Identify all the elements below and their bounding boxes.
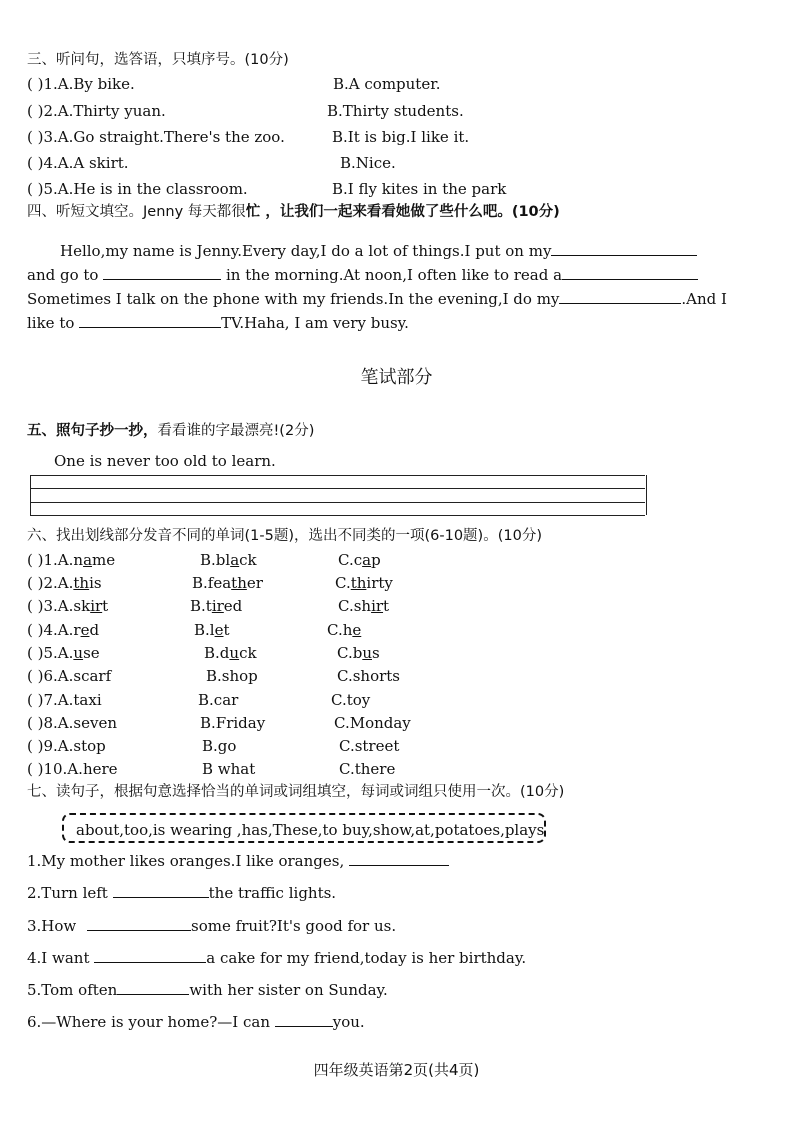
word-part: ( )4.A. [27, 621, 74, 639]
word-part: C.Monday [334, 714, 411, 732]
word-part: p [371, 551, 381, 569]
s6-option-c [335, 573, 393, 593]
word-part: d [89, 621, 100, 639]
s4-blank-2[interactable] [103, 265, 221, 280]
page-footer: 四年级英语第2页(共4页) [313, 1061, 480, 1079]
word-part: B.fea [192, 574, 232, 592]
s4-line-1-text: Hello,my name is Jenny.Every day,I do a lot of things.I put on my [60, 242, 552, 260]
underlined-part: u [73, 644, 84, 662]
word-part: irty [366, 574, 393, 592]
underlined-part: u [362, 644, 372, 662]
s3-item-4-a: ( )4.A.A skirt. [27, 154, 129, 172]
word-part: B.bl [200, 551, 231, 569]
word-part: t [102, 597, 109, 615]
s6-option-a [27, 713, 117, 733]
underlined-part: th [73, 574, 90, 592]
s3-item-1-a: ( )1.A.By bike. [27, 75, 135, 93]
s7-question-5 [27, 980, 388, 1000]
s6-option-a [27, 690, 102, 710]
s4-blank-5[interactable] [79, 313, 221, 328]
s7-q1-blank[interactable] [349, 851, 449, 866]
s6-option-b [190, 596, 242, 616]
s4-line-2-a: and go to [27, 266, 99, 284]
s7-q3-b: some fruit?It's good for us. [191, 917, 397, 935]
s5-sentence: One is never too old to learn. [54, 452, 276, 470]
s6-option-a [27, 550, 115, 570]
underlined-part: e [352, 621, 362, 639]
s6-option-a [27, 643, 100, 663]
word-part: B.go [202, 737, 237, 755]
s6-option-c [339, 759, 395, 779]
s6-option-c [338, 550, 381, 570]
word-part: ( )8.A. [27, 714, 74, 732]
underlined-part: ir [371, 597, 384, 615]
s6-option-a [27, 573, 102, 593]
word-part: B what [202, 760, 256, 778]
s6-option-a [27, 620, 99, 640]
underlined-part: ir [90, 597, 103, 615]
s4-blank-3[interactable] [562, 265, 698, 280]
s6-option-c [327, 620, 361, 640]
copy-line-3 [30, 502, 645, 503]
word-part: C.shorts [337, 667, 400, 685]
s3-item-5-b: B.I fly kites in the park [332, 180, 507, 198]
s4-line-3 [27, 289, 727, 309]
s7-question-2 [27, 883, 336, 903]
s7-question-4 [27, 948, 526, 968]
s5-title-bold: 五、照句子抄一抄， [27, 423, 158, 439]
section-7-title: 七、读句子，根据句意选择恰当的单词或词组填空，每词或词组只使用一次。(10分) [27, 784, 565, 800]
s4-line-2-b: in the morning.At noon,I often like to read a [226, 266, 563, 284]
word-part: ( )7.A. [27, 691, 74, 709]
word-part: C.c [338, 551, 363, 569]
s4-line-4 [27, 313, 409, 333]
copy-line-2 [30, 488, 645, 489]
underlined-part: u [229, 644, 240, 662]
word-part: scarf [73, 667, 112, 685]
s6-option-a [27, 759, 118, 779]
s5-title-rest: 看看谁的字最漂亮!(2分) [157, 423, 315, 439]
word-part: ed [223, 597, 243, 615]
s6-option-a [27, 736, 106, 756]
s4-blank-4[interactable] [559, 289, 681, 304]
s4-title-part-d: ，让我们一起来看看她做了些什么吧。(10分) [260, 204, 560, 220]
s7-q5-blank[interactable] [117, 980, 189, 995]
word-part: ( )1.A. [27, 551, 74, 569]
s6-option-b [206, 666, 258, 686]
section-3-title: 三、听问句，选答语，只填序号。(10分) [27, 52, 289, 68]
s7-q5-b: with her sister on Sunday. [189, 981, 388, 999]
s7-q4-blank[interactable] [94, 948, 206, 963]
s7-q6-blank[interactable] [275, 1012, 333, 1027]
s4-title-part-b: Jenny 每天都很 [143, 204, 246, 220]
underlined-part: a [362, 551, 372, 569]
s7-q2-blank[interactable] [113, 883, 209, 898]
s6-option-b [202, 759, 255, 779]
s7-q4-a: 4.I want [27, 949, 90, 967]
word-part: ck [239, 551, 257, 569]
s6-option-c [337, 643, 380, 663]
word-part: ( )3.A. [27, 597, 74, 615]
s7-q6-a: 6.—Where is your home?—I can [27, 1013, 270, 1031]
s6-option-b [192, 573, 263, 593]
s4-line-3-a: Sometimes I talk on the phone with my friends.In the evening,I do my [27, 290, 560, 308]
word-part: n [73, 551, 84, 569]
s4-line-1 [60, 241, 697, 261]
s6-option-c [338, 596, 389, 616]
s3-item-3-a: ( )3.A.Go straight.There's the zoo. [27, 128, 285, 146]
copy-line-4 [30, 515, 645, 516]
word-part: B.t [190, 597, 212, 615]
word-part: taxi [73, 691, 102, 709]
underlined-part: ir [211, 597, 224, 615]
s3-item-5-a: ( )5.A.He is in the classroom. [27, 180, 248, 198]
s7-q2-a: 2.Turn left [27, 884, 108, 902]
s4-title-part-c: 忙 [245, 204, 261, 220]
s7-q1-text: 1.My mother likes oranges.I like oranges, [27, 852, 345, 870]
section-5-title [27, 421, 314, 441]
underlined-part: e [214, 621, 224, 639]
word-part: ( )9.A. [27, 737, 74, 755]
word-part: r [73, 621, 81, 639]
word-part: B.d [204, 644, 230, 662]
s3-item-4-b: B.Nice. [340, 154, 396, 172]
word-part: stop [73, 737, 106, 755]
s3-item-2-b: B.Thirty students. [327, 102, 464, 120]
s3-item-2-a: ( )2.A.Thirty yuan. [27, 102, 166, 120]
s7-question-1 [27, 851, 449, 871]
word-part: ck [239, 644, 257, 662]
s7-q6-b: you. [332, 1013, 365, 1031]
underlined-part: a [230, 551, 240, 569]
s7-q5-a: 5.Tom often [27, 981, 118, 999]
written-section-heading: 笔试部分 [360, 367, 433, 388]
word-part: C.street [339, 737, 400, 755]
underlined-part: a [83, 551, 93, 569]
s6-option-c [331, 690, 370, 710]
word-part: C.there [339, 760, 396, 778]
s7-q2-b: the traffic lights. [208, 884, 337, 902]
word-part: C.toy [331, 691, 371, 709]
word-part: se [83, 644, 100, 662]
underlined-part: th [231, 574, 247, 592]
s4-line-2 [27, 265, 698, 285]
copy-lines-frame [30, 475, 647, 515]
s7-q4-b: a cake for my friend,today is her birthday. [206, 949, 527, 967]
s6-option-c [337, 666, 400, 686]
s4-line-4-a: like to [27, 314, 75, 332]
word-part: ( )10.A. [27, 760, 83, 778]
word-part: me [92, 551, 116, 569]
word-part: seven [73, 714, 117, 732]
s7-q3-blank[interactable] [87, 916, 191, 931]
s6-option-c [334, 713, 411, 733]
word-part: C.h [327, 621, 353, 639]
word-part: er [246, 574, 263, 592]
word-part: B.car [198, 691, 239, 709]
copy-line-1 [30, 475, 645, 476]
s6-option-b [202, 736, 236, 756]
word-part: s [371, 644, 380, 662]
word-part: C.b [337, 644, 363, 662]
word-part: C.sh [338, 597, 372, 615]
s6-option-c [339, 736, 399, 756]
s4-line-4-b: TV.Haha, I am very busy. [221, 314, 409, 332]
s3-item-3-b: B.It is big.I like it. [332, 128, 470, 146]
s7-question-6 [27, 1012, 365, 1032]
word-part: is [89, 574, 102, 592]
underlined-part: e [80, 621, 90, 639]
word-part: ( )2.A. [27, 574, 74, 592]
word-part: t [223, 621, 230, 639]
s7-question-3 [27, 916, 396, 936]
s6-option-b [204, 643, 257, 663]
word-part: here [82, 760, 118, 778]
s4-blank-1[interactable] [551, 241, 697, 256]
section-4-title [27, 202, 560, 222]
s6-option-b [200, 550, 257, 570]
s4-line-3-b: .And I [681, 290, 727, 308]
s6-option-a [27, 596, 108, 616]
word-bank: about,too,is wearing ,has,These,to buy,show,at,potatoes,plays [62, 813, 546, 843]
s7-q3-a: 3.How [27, 917, 77, 935]
underlined-part: th [350, 574, 367, 592]
s6-option-b [198, 690, 238, 710]
word-part: t [383, 597, 390, 615]
word-part: C. [335, 574, 351, 592]
s6-option-b [200, 713, 265, 733]
word-part: B.l [194, 621, 215, 639]
word-part: B.shop [206, 667, 258, 685]
s3-item-1-b: B.A computer. [333, 75, 441, 93]
word-part: ( )5.A. [27, 644, 74, 662]
word-part: B.Friday [200, 714, 266, 732]
section-6-title: 六、找出划线部分发音不同的单词(1-5题)，选出不同类的一项(6-10题)。(10分) [27, 528, 542, 544]
word-part: sk [73, 597, 91, 615]
s4-title-part-a: 四、听短文填空。 [27, 204, 143, 220]
word-part: ( )6.A. [27, 667, 74, 685]
s6-option-b [194, 620, 230, 640]
s6-option-a [27, 666, 111, 686]
